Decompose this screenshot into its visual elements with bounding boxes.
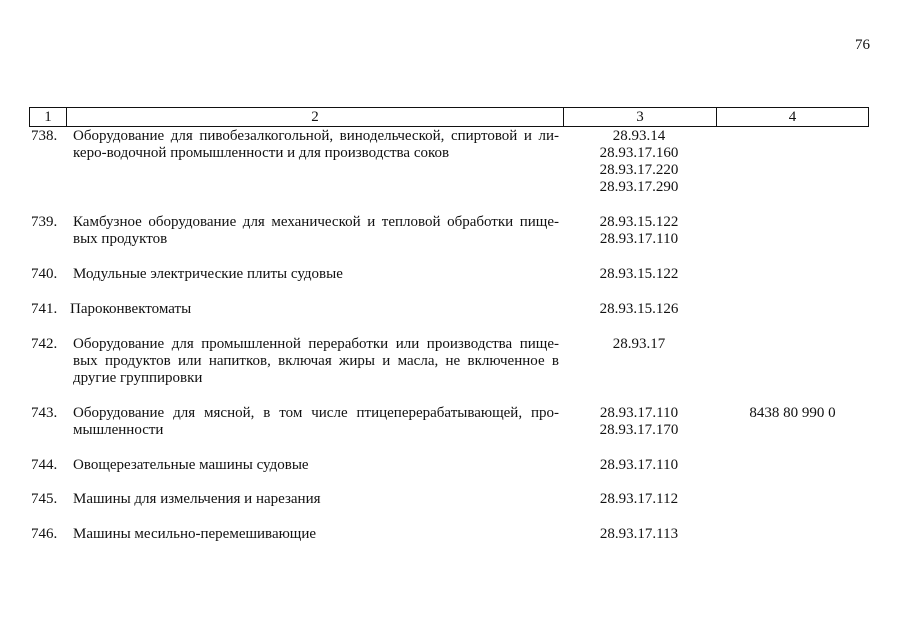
row-description: Пароконвектоматы: [70, 301, 192, 317]
row-codes: [563, 301, 715, 318]
row-codes: [563, 405, 715, 439]
okpd-code: 28.93.17.110: [599, 405, 679, 421]
row-codes: [563, 266, 715, 283]
row-codes: [563, 128, 715, 196]
okpd-code: 28.93.17.113: [599, 526, 679, 542]
okpd-code: 28.93.17.170: [599, 422, 679, 438]
row-description: Оборудование для мясной, в том числе птицеперерабатывающей, про-мышленности: [73, 405, 559, 438]
row-codes: [563, 491, 715, 508]
column-header-4: 4: [788, 108, 797, 125]
column-header-3: 3: [564, 108, 717, 126]
row-number: 738.: [31, 128, 58, 144]
okpd-code: 28.93.14: [612, 128, 666, 144]
row-codes: [563, 336, 715, 353]
table-header: [29, 107, 869, 127]
okpd-code: 28.93.17.110: [599, 457, 679, 473]
okpd-code: 28.93.17.112: [599, 491, 679, 507]
okpd-code: 28.93.17: [612, 336, 666, 352]
page-number: 76: [855, 37, 870, 53]
row-number: 740.: [31, 266, 58, 282]
row-description: Овощерезательные машины судовые: [73, 457, 309, 473]
row-description: Оборудование для промышленной переработки или производства пище-вых продуктов или напитков, включая жиры и масла, не включенное в другие группировки: [73, 336, 559, 386]
okpd-code: 28.93.17.290: [599, 179, 679, 195]
row-number: 743.: [31, 405, 58, 421]
row-description: Камбузное оборудование для механической и тепловой обработки пище-вых продуктов: [73, 214, 559, 247]
column-header-1: 1: [30, 108, 67, 126]
column-header-2: 2: [67, 108, 564, 126]
okpd-code: 28.93.15.122: [599, 214, 679, 230]
row-number: 746.: [31, 526, 58, 542]
row-codes: [563, 214, 715, 248]
row-number: 739.: [31, 214, 58, 230]
okpd-code: 28.93.17.110: [599, 231, 679, 247]
row-codes: [563, 526, 715, 543]
okpd-code: 28.93.17.160: [599, 145, 679, 161]
row-codes: [563, 457, 715, 474]
tnved-code: 8438 80 990 0: [749, 405, 836, 421]
row-number: 745.: [31, 491, 58, 507]
row-number: 741.: [31, 301, 58, 317]
row-description: Оборудование для пивобезалкогольной, винодельческой, спиртовой и ли-керо-водочной промышленности и для производства соков: [73, 128, 559, 161]
okpd-code: 28.93.15.122: [599, 266, 679, 282]
row-description: Машины месильно-перемешивающие: [73, 526, 317, 542]
okpd-code: 28.93.15.126: [599, 301, 679, 317]
row-number: 744.: [31, 457, 58, 473]
row-description: Модульные электрические плиты судовые: [73, 266, 343, 282]
row-number: 742.: [31, 336, 58, 352]
row-description: Машины для измельчения и нарезания: [73, 491, 321, 507]
okpd-code: 28.93.17.220: [599, 162, 679, 178]
